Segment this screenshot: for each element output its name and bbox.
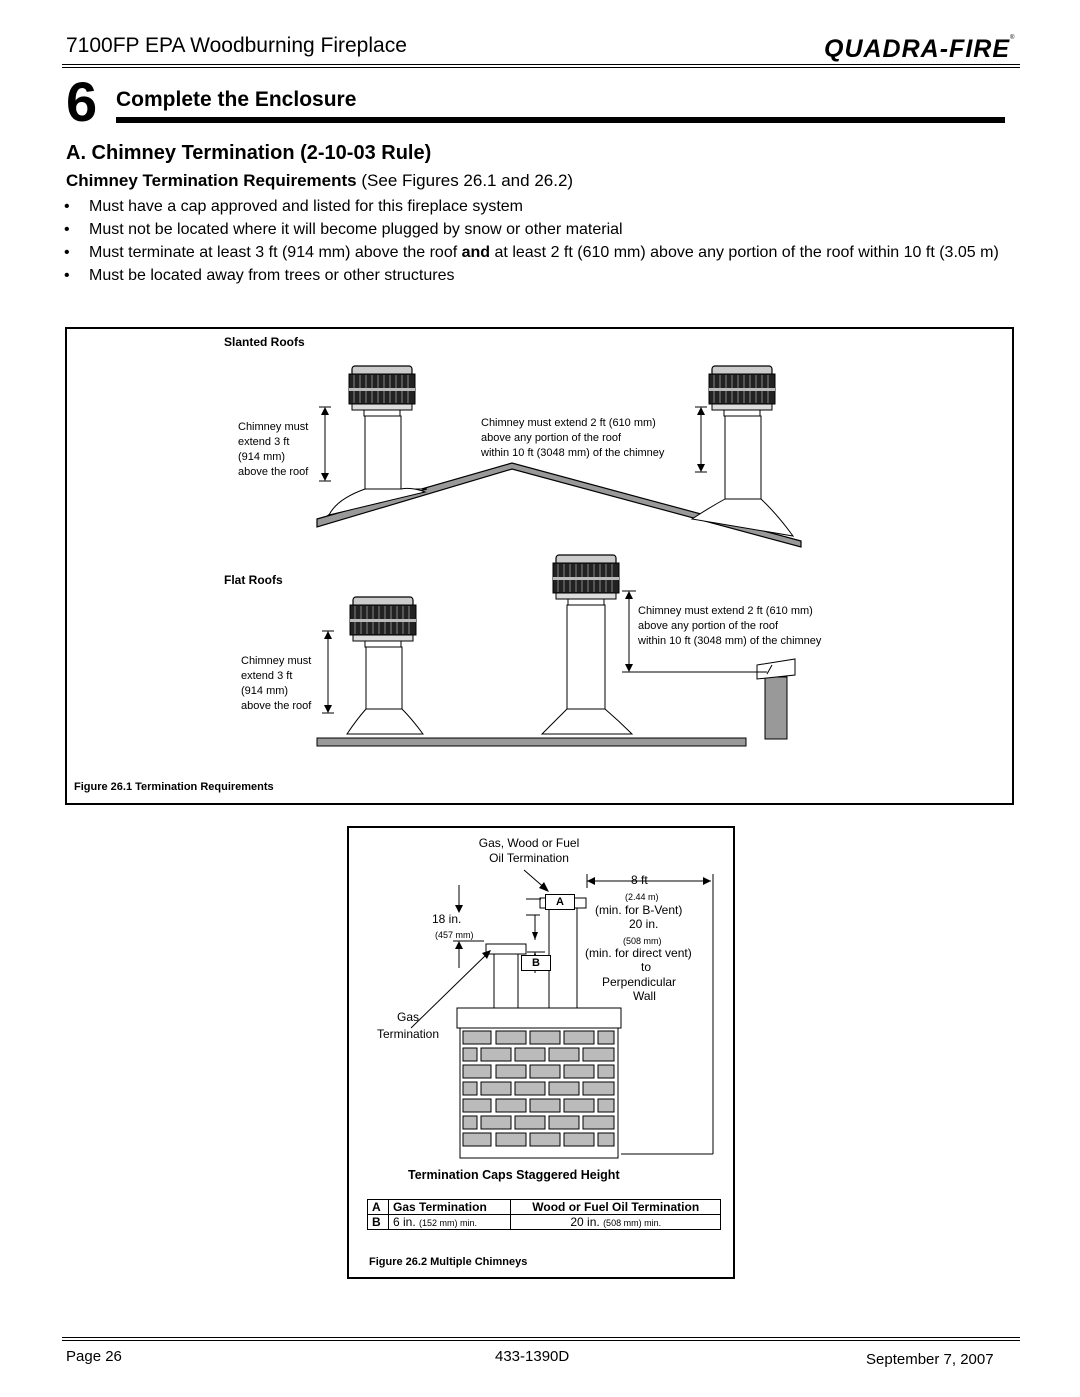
section-underline xyxy=(116,117,1005,123)
flat-roofs-heading: Flat Roofs xyxy=(224,573,283,587)
header-rule xyxy=(62,64,1020,65)
section-number: 6 xyxy=(66,70,98,133)
document-date: September 7, 2007 xyxy=(866,1351,994,1368)
svg-text:®: ® xyxy=(1010,35,1015,41)
list-item xyxy=(62,196,1022,218)
dim-b-vent: (min. for B-Vent) xyxy=(595,903,683,917)
dim-perpendicular: Perpendicular xyxy=(602,975,677,989)
dim-18-mm: (457 mm) xyxy=(435,930,474,940)
table-cell: B xyxy=(368,1215,389,1230)
slanted-roofs-heading: Slanted Roofs xyxy=(224,335,305,349)
document-title: 7100FP EPA Woodburning Fireplace xyxy=(66,34,407,57)
section-title: Complete the Enclosure xyxy=(116,88,357,111)
dim-wall: Wall xyxy=(633,989,656,1003)
list-item xyxy=(62,265,1022,287)
requirements-list xyxy=(62,196,1022,288)
slanted-right-label: Chimney must extend 2 ft (610 mm) above any portion of the roof within 10 ft (3048 mm) of the chimney xyxy=(481,417,665,459)
slanted-left-label: Chimney must extend 3 ft (914 mm) above the roof xyxy=(238,421,309,478)
svg-text:QUADRA-FIRE: QUADRA-FIRE xyxy=(824,35,1010,63)
requirements-reference: (See Figures 26.1 and 26.2) xyxy=(361,171,574,190)
figure-caption: Figure 26.1 Termination Requirements xyxy=(74,781,274,793)
dim-20-in: 20 in. xyxy=(629,917,659,931)
subsection-title: A. Chimney Termination (2-10-03 Rule) xyxy=(66,142,432,164)
flat-right-label: Chimney must extend 2 ft (610 mm) above any portion of the roof within 10 ft (3048 mm) of the chimney xyxy=(638,605,822,647)
dim-20-mm: (508 mm) xyxy=(623,936,662,946)
dim-direct-vent: (min. for direct vent) xyxy=(585,946,692,960)
table-cell: Gas Termination xyxy=(389,1200,511,1215)
table-cell: Wood or Fuel Oil Termination xyxy=(511,1200,721,1215)
bullet-text: Must be located away from trees or other structures xyxy=(89,267,455,284)
gas-termination-label: Gas Termination xyxy=(377,1010,440,1041)
quadra-fire-logo xyxy=(822,30,1018,64)
bullet-text: at least 2 ft (610 mm) above any portion of the roof within 10 ft (3.05 m) xyxy=(494,244,999,261)
table-cell: 20 in. (508 mm) min. xyxy=(511,1215,721,1230)
list-item xyxy=(62,242,1022,264)
bullet-text: Must terminate at least 3 ft (914 mm) above the roof xyxy=(89,244,458,261)
header-rule-second xyxy=(62,67,1020,68)
termination-diagram xyxy=(67,329,1012,803)
requirements-heading-bold: Chimney Termination Requirements xyxy=(66,171,357,190)
label-b: B xyxy=(521,955,551,971)
table-cell: A xyxy=(368,1200,389,1215)
table-title: Termination Caps Staggered Height xyxy=(408,1168,620,1182)
bullet-text: Must have a cap approved and listed for this fireplace system xyxy=(89,198,523,215)
dim-18-in: 18 in. xyxy=(432,912,462,926)
bullet-bold-and: and xyxy=(461,244,491,261)
dim-8-ft-m: (2.44 m) xyxy=(625,892,659,902)
table-row xyxy=(368,1215,721,1230)
dim-to: to xyxy=(641,960,652,974)
figure-termination-requirements xyxy=(65,327,1014,805)
document-number: 433-1390D xyxy=(495,1348,570,1365)
dim-8-ft: 8 ft xyxy=(631,873,648,887)
staggered-height-table xyxy=(367,1199,721,1230)
bullet-text: Must not be located where it will become plugged by snow or other material xyxy=(89,221,623,238)
footer-rule xyxy=(62,1337,1020,1338)
table-row xyxy=(368,1200,721,1215)
list-item xyxy=(62,219,1022,241)
table-cell: 6 in. (152 mm) min. xyxy=(389,1215,511,1230)
label-a: A xyxy=(545,894,575,910)
page-number: Page 26 xyxy=(66,1348,122,1365)
figure-multiple-chimneys xyxy=(347,826,735,1279)
footer-rule-second xyxy=(62,1340,1020,1341)
flat-left-label: Chimney must extend 3 ft (914 mm) above the roof xyxy=(241,655,312,712)
figure-caption: Figure 26.2 Multiple Chimneys xyxy=(369,1256,528,1268)
top-termination-label: Gas, Wood or Fuel Oil Termination xyxy=(478,836,580,865)
requirements-heading xyxy=(66,171,573,191)
